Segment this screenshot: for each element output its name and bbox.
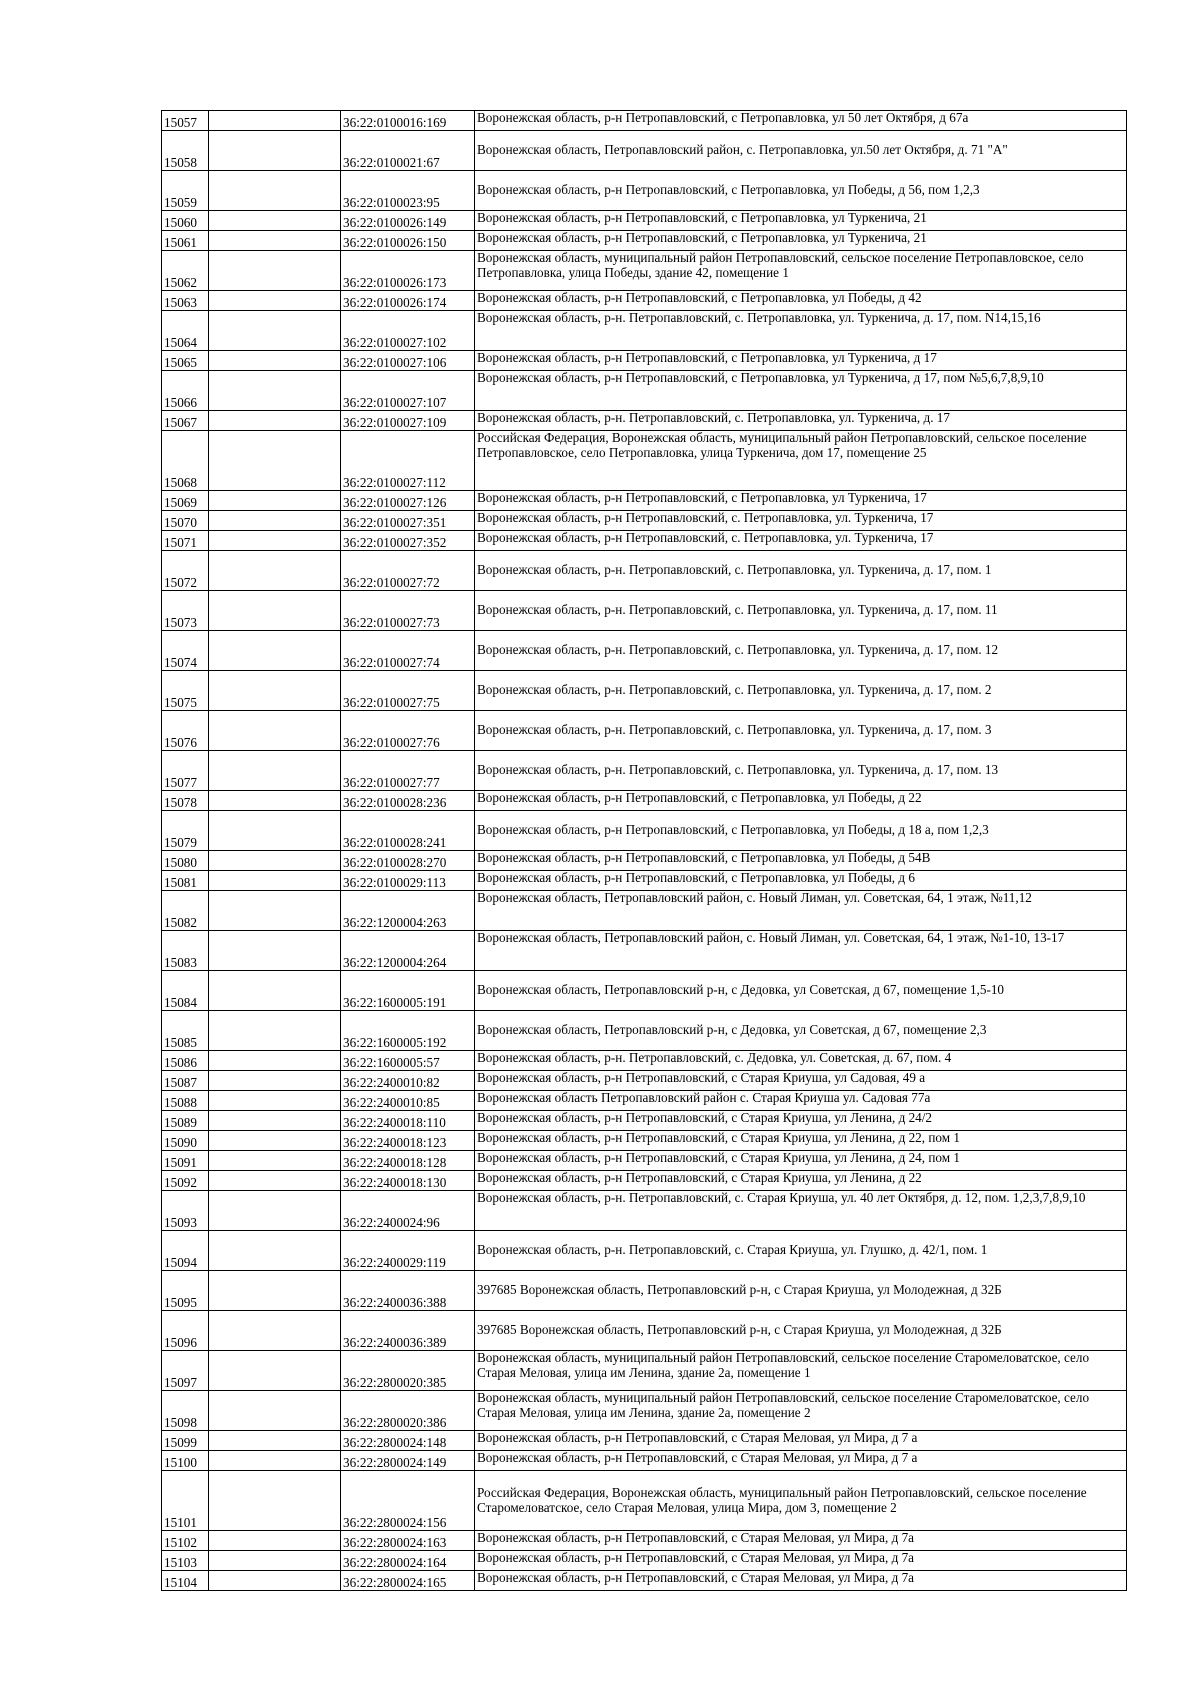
table-row: [162, 491, 1127, 511]
row-number: 15088: [162, 1091, 209, 1111]
row-number: 15073: [162, 591, 209, 631]
empty-cell: [209, 411, 341, 431]
empty-cell: [209, 131, 341, 171]
table-row: [162, 1551, 1127, 1571]
table-row: [162, 351, 1127, 371]
cadastral-number: 36:22:2800024:148: [341, 1431, 475, 1451]
address: Воронежская область, р-н. Петропавловский, с. Старая Криуша, ул. Глушко, д. 42/1, пом. 1: [475, 1231, 1127, 1271]
table-row: [162, 591, 1127, 631]
empty-cell: [209, 1271, 341, 1311]
table-row: [162, 851, 1127, 871]
row-number: 15071: [162, 531, 209, 551]
row-number: 15080: [162, 851, 209, 871]
cadastral-number: 36:22:0100027:109: [341, 411, 475, 431]
address: Воронежская область, р-н Петропавловский, с Петропавловка, ул Победы, д 6: [475, 871, 1127, 891]
address: Воронежская область, р-н Петропавловский, с Петропавловка, ул Победы, д 22: [475, 791, 1127, 811]
empty-cell: [209, 1571, 341, 1591]
address: Воронежская область, муниципальный район Петропавловский, сельское поселение Старомеловатское, село Старая Меловая, улица им Ленина, здание 2а, помещение 1: [475, 1351, 1127, 1391]
table-row: [162, 811, 1127, 851]
table-row: [162, 551, 1127, 591]
table-row: [162, 411, 1127, 431]
row-number: 15100: [162, 1451, 209, 1471]
cadastral-number: 36:22:2400018:110: [341, 1111, 475, 1131]
empty-cell: [209, 211, 341, 231]
address: Воронежская область, р-н. Петропавловский, с. Дедовка, ул. Советская, д. 67, пом. 4: [475, 1051, 1127, 1071]
address: Воронежская область, р-н Петропавловский, с Петропавловка, ул Победы, д 42: [475, 291, 1127, 311]
table-row: [162, 511, 1127, 531]
row-number: 15074: [162, 631, 209, 671]
empty-cell: [209, 851, 341, 871]
row-number: 15061: [162, 231, 209, 251]
cadastral-number: 36:22:0100023:95: [341, 171, 475, 211]
row-number: 15082: [162, 891, 209, 931]
table-row: [162, 291, 1127, 311]
address: Воронежская область, р-н. Петропавловский, с. Петропавловка, ул. Туркенича, д. 17, пом. 13: [475, 751, 1127, 791]
cadastral-number: 36:22:2400018:130: [341, 1171, 475, 1191]
empty-cell: [209, 1131, 341, 1151]
address: Воронежская область, р-н. Петропавловский, с. Петропавловка, ул. Туркенича, д. 17, пом. 1: [475, 551, 1127, 591]
address: Воронежская область, Петропавловский р-н, с Дедовка, ул Советская, д 67, помещение 2,3: [475, 1011, 1127, 1051]
empty-cell: [209, 971, 341, 1011]
row-number: 15072: [162, 551, 209, 591]
table-row: [162, 231, 1127, 251]
row-number: 15097: [162, 1351, 209, 1391]
table-row: [162, 971, 1127, 1011]
row-number: 15104: [162, 1571, 209, 1591]
table-row: [162, 1311, 1127, 1351]
empty-cell: [209, 711, 341, 751]
row-number: 15090: [162, 1131, 209, 1151]
empty-cell: [209, 171, 341, 211]
row-number: 15075: [162, 671, 209, 711]
table-row: [162, 1351, 1127, 1391]
cadastral-number: 36:22:2800020:386: [341, 1391, 475, 1431]
table-row: [162, 1071, 1127, 1091]
empty-cell: [209, 1351, 341, 1391]
empty-cell: [209, 1311, 341, 1351]
cadastral-number: 36:22:0100027:75: [341, 671, 475, 711]
empty-cell: [209, 1551, 341, 1571]
cadastral-number: 36:22:0100027:351: [341, 511, 475, 531]
row-number: 15089: [162, 1111, 209, 1131]
empty-cell: [209, 231, 341, 251]
table-row: [162, 1171, 1127, 1191]
empty-cell: [209, 111, 341, 131]
empty-cell: [209, 431, 341, 491]
row-number: 15062: [162, 251, 209, 291]
cadastral-number: 36:22:2400024:96: [341, 1191, 475, 1231]
address: Воронежская область, р-н. Петропавловский, с. Старая Криуша, ул. 40 лет Октября, д. 12, пом. 1,2,3,7,8,9,10: [475, 1191, 1127, 1231]
address: Воронежская область, р-н. Петропавловский, с. Петропавловка, ул. Туркенича, д. 17, пом. 11: [475, 591, 1127, 631]
row-number: 15079: [162, 811, 209, 851]
table-row: [162, 1391, 1127, 1431]
table-row: [162, 1271, 1127, 1311]
row-number: 15058: [162, 131, 209, 171]
empty-cell: [209, 1191, 341, 1231]
cadastral-number: 36:22:0100029:113: [341, 871, 475, 891]
address: Воронежская область, р-н. Петропавловский, с. Петропавловка, ул. Туркенича, д. 17, пом. N14,15,16: [475, 311, 1127, 351]
cadastral-number: 36:22:0100027:102: [341, 311, 475, 351]
table-row: [162, 1151, 1127, 1171]
empty-cell: [209, 1111, 341, 1131]
table-row: [162, 711, 1127, 751]
cadastral-number: 36:22:0100027:112: [341, 431, 475, 491]
cadastral-number: 36:22:1200004:264: [341, 931, 475, 971]
cadastral-number: 36:22:1200004:263: [341, 891, 475, 931]
empty-cell: [209, 1071, 341, 1091]
cadastral-number: 36:22:0100028:236: [341, 791, 475, 811]
cadastral-number: 36:22:0100028:270: [341, 851, 475, 871]
address: Воронежская область Петропавловский район с. Старая Криуша ул. Садовая 77а: [475, 1091, 1127, 1111]
row-number: 15096: [162, 1311, 209, 1351]
address: Воронежская область, р-н Петропавловский, с Петропавловка, ул 50 лет Октября, д 67а: [475, 111, 1127, 131]
row-number: 15103: [162, 1551, 209, 1571]
empty-cell: [209, 291, 341, 311]
cadastral-number: 36:22:2800024:165: [341, 1571, 475, 1591]
address: Воронежская область, р-н Петропавловский, с Петропавловка, ул Победы, д 56, пом 1,2,3: [475, 171, 1127, 211]
table-row: [162, 311, 1127, 351]
row-number: 15084: [162, 971, 209, 1011]
cadastral-number: 36:22:2800024:163: [341, 1531, 475, 1551]
table-row: [162, 1471, 1127, 1531]
cadastral-number: 36:22:0100027:107: [341, 371, 475, 411]
table-row: [162, 1231, 1127, 1271]
cadastral-number: 36:22:2400010:82: [341, 1071, 475, 1091]
table-row: [162, 891, 1127, 931]
address: Воронежская область, р-н. Петропавловский, с. Петропавловка, ул. Туркенича, д. 17, пом. 12: [475, 631, 1127, 671]
empty-cell: [209, 1011, 341, 1051]
row-number: 15069: [162, 491, 209, 511]
row-number: 15060: [162, 211, 209, 231]
address: Воронежская область, р-н. Петропавловский, с. Петропавловка, ул. Туркенича, д. 17, пом. 3: [475, 711, 1127, 751]
table-row: [162, 431, 1127, 491]
table-row: [162, 1451, 1127, 1471]
cadastral-number: 36:22:0100021:67: [341, 131, 475, 171]
cadastral-number: 36:22:2400010:85: [341, 1091, 475, 1111]
empty-cell: [209, 591, 341, 631]
address: Воронежская область, р-н Петропавловский, с Петропавловка, ул Туркенича, д 17, пом №5,6,7,8,9,10: [475, 371, 1127, 411]
empty-cell: [209, 751, 341, 791]
address: Воронежская область, р-н Петропавловский, с. Петропавловка, ул. Туркенича, 17: [475, 531, 1127, 551]
empty-cell: [209, 1171, 341, 1191]
address: Воронежская область, р-н Петропавловский, с Старая Меловая, ул Мира, д 7а: [475, 1571, 1127, 1591]
table-row: [162, 131, 1127, 171]
row-number: 15099: [162, 1431, 209, 1451]
table-row: [162, 791, 1127, 811]
empty-cell: [209, 491, 341, 511]
table-row: [162, 531, 1127, 551]
address: Воронежская область, р-н Петропавловский, с Старая Криуша, ул Ленина, д 22: [475, 1171, 1127, 1191]
address: Воронежская область, муниципальный район Петропавловский, сельское поселение Старомеловатское, село Старая Меловая, улица им Ленина, здание 2а, помещение 2: [475, 1391, 1127, 1431]
cadastral-number: 36:22:2400036:389: [341, 1311, 475, 1351]
empty-cell: [209, 1471, 341, 1531]
address: Воронежская область, р-н Петропавловский, с Старая Меловая, ул Мира, д 7а: [475, 1531, 1127, 1551]
cadastral-number: 36:22:0100027:73: [341, 591, 475, 631]
table-row: [162, 1531, 1127, 1551]
row-number: 15057: [162, 111, 209, 131]
cadastral-number: 36:22:2800024:156: [341, 1471, 475, 1531]
address: Воронежская область, р-н Петропавловский, с Петропавловка, ул Туркенича, д 17: [475, 351, 1127, 371]
address: Воронежская область, р-н. Петропавловский, с. Петропавловка, ул. Туркенича, д. 17, пом. 2: [475, 671, 1127, 711]
cadastral-number: 36:22:0100027:76: [341, 711, 475, 751]
row-number: 15095: [162, 1271, 209, 1311]
table-row: [162, 211, 1127, 231]
address: Российская Федерация, Воронежская область, муниципальный район Петропавловский, сельское поселение Старомеловатское, село Старая Меловая, улица Мира, дом 3, помещение 2: [475, 1471, 1127, 1531]
empty-cell: [209, 931, 341, 971]
cadastral-number: 36:22:0100028:241: [341, 811, 475, 851]
cadastral-number: 36:22:0100027:77: [341, 751, 475, 791]
address: Воронежская область, р-н Петропавловский, с Старая Криуша, ул Садовая, 49 а: [475, 1071, 1127, 1091]
cadastral-number: 36:22:2400018:128: [341, 1151, 475, 1171]
row-number: 15066: [162, 371, 209, 411]
empty-cell: [209, 671, 341, 711]
row-number: 15101: [162, 1471, 209, 1531]
table-row: [162, 1571, 1127, 1591]
address: 397685 Воронежская область, Петропавловский р-н, с Старая Криуша, ул Молодежная, д 32Б: [475, 1271, 1127, 1311]
address: Воронежская область, р-н Петропавловский, с Старая Криуша, ул Ленина, д 22, пом 1: [475, 1131, 1127, 1151]
empty-cell: [209, 371, 341, 411]
address: 397685 Воронежская область, Петропавловский р-н, с Старая Криуша, ул Молодежная, д 32Б: [475, 1311, 1127, 1351]
table-row: [162, 671, 1127, 711]
row-number: 15059: [162, 171, 209, 211]
row-number: 15064: [162, 311, 209, 351]
cadastral-number: 36:22:0100027:352: [341, 531, 475, 551]
cadastral-number: 36:22:0100027:126: [341, 491, 475, 511]
empty-cell: [209, 811, 341, 851]
table-row: [162, 1131, 1127, 1151]
table-row: [162, 251, 1127, 291]
row-number: 15091: [162, 1151, 209, 1171]
empty-cell: [209, 1451, 341, 1471]
empty-cell: [209, 791, 341, 811]
address: Воронежская область, Петропавловский р-н, с Дедовка, ул Советская, д 67, помещение 1,5-10: [475, 971, 1127, 1011]
table-row: [162, 1051, 1127, 1071]
address: Воронежская область, р-н Петропавловский, с Петропавловка, ул Туркенича, 21: [475, 211, 1127, 231]
cadastral-number: 36:22:0100026:173: [341, 251, 475, 291]
address: Воронежская область, р-н Петропавловский, с Петропавловка, ул Победы, д 54В: [475, 851, 1127, 871]
cadastral-number: 36:22:2800024:164: [341, 1551, 475, 1571]
row-number: 15077: [162, 751, 209, 791]
cadastral-number: 36:22:1600005:57: [341, 1051, 475, 1071]
cadastral-number: 36:22:0100026:149: [341, 211, 475, 231]
address: Воронежская область, р-н Петропавловский, с Старая Криуша, ул Ленина, д 24/2: [475, 1111, 1127, 1131]
row-number: 15067: [162, 411, 209, 431]
table-row: [162, 171, 1127, 211]
table-row: [162, 751, 1127, 791]
empty-cell: [209, 1151, 341, 1171]
address: Воронежская область, р-н Петропавловский, с Старая Меловая, ул Мира, д 7 а: [475, 1431, 1127, 1451]
row-number: 15076: [162, 711, 209, 751]
cadastral-number: 36:22:2800020:385: [341, 1351, 475, 1391]
row-number: 15065: [162, 351, 209, 371]
empty-cell: [209, 1391, 341, 1431]
table-row: [162, 1091, 1127, 1111]
empty-cell: [209, 311, 341, 351]
table-row: [162, 1191, 1127, 1231]
address: Воронежская область, р-н Петропавловский, с Старая Меловая, ул Мира, д 7а: [475, 1551, 1127, 1571]
address: Воронежская область, муниципальный район Петропавловский, сельское поселение Петропавловское, село Петропавловка, улица Победы, здание 42, помещение 1: [475, 251, 1127, 291]
row-number: 15086: [162, 1051, 209, 1071]
address: Воронежская область, Петропавловский район, с. Новый Лиман, ул. Советская, 64, 1 этаж, №11,12: [475, 891, 1127, 931]
empty-cell: [209, 531, 341, 551]
empty-cell: [209, 1531, 341, 1551]
empty-cell: [209, 251, 341, 291]
cadastral-number: 36:22:0100027:72: [341, 551, 475, 591]
address: Воронежская область, Петропавловский район, с. Петропавловка, ул.50 лет Октября, д. 71 "А": [475, 131, 1127, 171]
table-row: [162, 1431, 1127, 1451]
cadastral-number: 36:22:1600005:191: [341, 971, 475, 1011]
empty-cell: [209, 1231, 341, 1271]
empty-cell: [209, 871, 341, 891]
cadastral-number: 36:22:0100027:106: [341, 351, 475, 371]
cadastral-number: 36:22:1600005:192: [341, 1011, 475, 1051]
table-row: [162, 631, 1127, 671]
address: Воронежская область, р-н Петропавловский, с Петропавловка, ул Победы, д 18 а, пом 1,2,3: [475, 811, 1127, 851]
table-row: [162, 931, 1127, 971]
cadastral-number: 36:22:0100016:169: [341, 111, 475, 131]
cadastral-number: 36:22:0100026:150: [341, 231, 475, 251]
empty-cell: [209, 891, 341, 931]
table-row: [162, 871, 1127, 891]
cadastral-number: 36:22:0100026:174: [341, 291, 475, 311]
empty-cell: [209, 351, 341, 371]
registry-rows: [162, 111, 1127, 1591]
registry-table: [161, 110, 1127, 1591]
row-number: 15093: [162, 1191, 209, 1231]
cadastral-number: 36:22:0100027:74: [341, 631, 475, 671]
cadastral-number: 36:22:2400036:388: [341, 1271, 475, 1311]
row-number: 15081: [162, 871, 209, 891]
address: Воронежская область, р-н Петропавловский, с Старая Меловая, ул Мира, д 7 а: [475, 1451, 1127, 1471]
row-number: 15063: [162, 291, 209, 311]
table-row: [162, 371, 1127, 411]
empty-cell: [209, 1091, 341, 1111]
empty-cell: [209, 1051, 341, 1071]
address: Воронежская область, р-н Петропавловский, с. Петропавловка, ул. Туркенича, 17: [475, 511, 1127, 531]
table-row: [162, 1011, 1127, 1051]
address: Воронежская область, р-н Петропавловский, с Петропавловка, ул Туркенича, 21: [475, 231, 1127, 251]
row-number: 15092: [162, 1171, 209, 1191]
row-number: 15070: [162, 511, 209, 531]
row-number: 15094: [162, 1231, 209, 1271]
address: Воронежская область, Петропавловский район, с. Новый Лиман, ул. Советская, 64, 1 этаж, №1-10, 13-17: [475, 931, 1127, 971]
address: Воронежская область, р-н Петропавловский, с Петропавловка, ул Туркенича, 17: [475, 491, 1127, 511]
table-row: [162, 1111, 1127, 1131]
address: Воронежская область, р-н. Петропавловский, с. Петропавловка, ул. Туркенича, д. 17: [475, 411, 1127, 431]
row-number: 15098: [162, 1391, 209, 1431]
empty-cell: [209, 511, 341, 531]
empty-cell: [209, 551, 341, 591]
row-number: 15087: [162, 1071, 209, 1091]
address: Российская Федерация, Воронежская область, муниципальный район Петропавловский, сельское поселение Петропавловское, село Петропавловка, улица Туркенича, дом 17, помещение 25: [475, 431, 1127, 491]
table-row: [162, 111, 1127, 131]
empty-cell: [209, 631, 341, 671]
cadastral-number: 36:22:2800024:149: [341, 1451, 475, 1471]
cadastral-number: 36:22:2400029:119: [341, 1231, 475, 1271]
row-number: 15083: [162, 931, 209, 971]
row-number: 15078: [162, 791, 209, 811]
empty-cell: [209, 1431, 341, 1451]
row-number: 15085: [162, 1011, 209, 1051]
address: Воронежская область, р-н Петропавловский, с Старая Криуша, ул Ленина, д 24, пом 1: [475, 1151, 1127, 1171]
row-number: 15102: [162, 1531, 209, 1551]
row-number: 15068: [162, 431, 209, 491]
cadastral-number: 36:22:2400018:123: [341, 1131, 475, 1151]
